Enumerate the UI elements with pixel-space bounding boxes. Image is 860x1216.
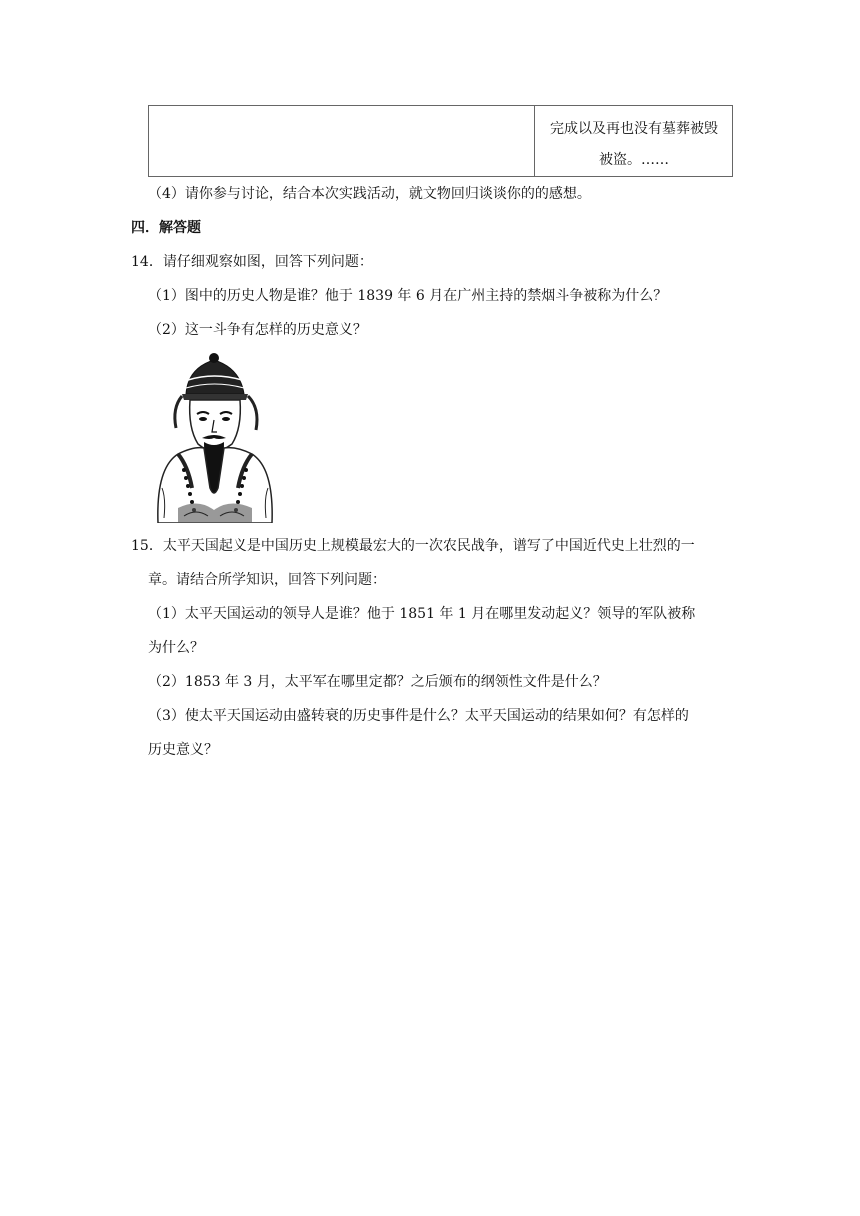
q15-stem-line2: 章。请结合所学知识，回答下列问题： <box>148 572 386 588</box>
q14-stem: 14．请仔细观察如图，回答下列问题： <box>131 254 373 270</box>
section-heading: 四．解答题 <box>131 220 201 236</box>
q13-part4-text: （4）请你参与讨论，结合本次实践活动，就文物回归谈谈你的的感想。 <box>148 186 591 202</box>
table-cell-text-line: 完成以及再也没有墓葬被毁 <box>550 121 718 137</box>
table-cell-text-line: 被盗。…… <box>599 152 669 168</box>
q14-part1: （1）图中的历史人物是谁？他于 1839 年 6 月在广州主持的禁烟斗争被称为什么？ <box>148 288 668 304</box>
q15-part1-line2: 为什么？ <box>148 640 204 656</box>
q15-part1-line1: （1）太平天国运动的领导人是谁？他于 1851 年 1 月在哪里发动起义？领导的军队被称 <box>148 606 696 622</box>
table-cell-right <box>535 106 733 176</box>
q15-stem-line1: 15．太平天国起义是中国历史上规模最宏大的一次农民战争，谱写了中国近代史上壮烈的一 <box>131 538 695 554</box>
answer-table-fragment <box>148 105 733 177</box>
q15-part3-line1: （3）使太平天国运动由盛转衰的历史事件是什么？太平天国运动的结果如何？有怎样的 <box>148 708 689 724</box>
historical-figure-portrait-icon <box>148 348 282 523</box>
q15-part2: （2）1853 年 3 月，太平军在哪里定都？之后颁布的纲领性文件是什么？ <box>148 674 607 690</box>
q15-part3-line2: 历史意义？ <box>148 742 218 758</box>
table-cell-left <box>149 106 534 176</box>
q14-part2: （2）这一斗争有怎样的历史意义？ <box>148 322 367 338</box>
